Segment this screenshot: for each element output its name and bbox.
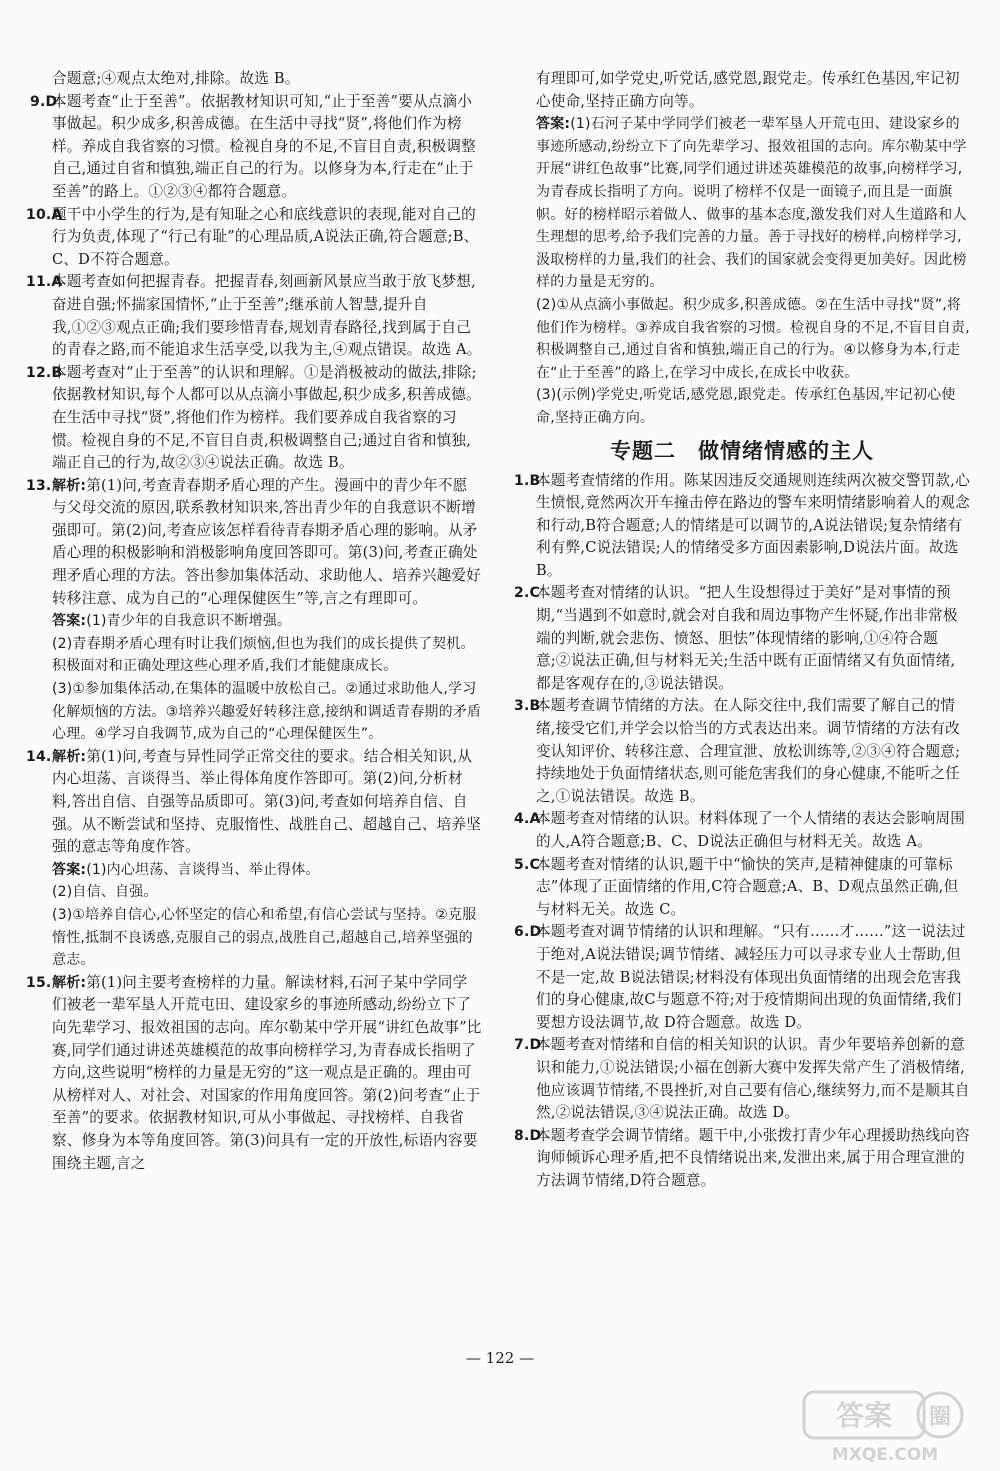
analysis-text: 第(1)问,考查青春期矛盾心理的产生。漫画中的青少年不愿与父母交流的原因,联系教材知识来,答出青少年的自我意识不断增强即可。第(2)问,考查应该怎样看待青春期矛盾心理的影响。从矛盾心理的积极影响和消极影响角度回答即可。第(3)问,考查正确处理矛盾心理的方法。答出参加集体活动、求助他人、培养兴趣爱好转移注意、成为自己的“心理保健医生”等,言之有理即可。 (52, 476, 482, 607)
answer-15-1: 答案:(1)石河子某中学同学们被老一辈军垦人开荒屯田、建设家乡的事迹所感动,纷纷立下了向先辈学习、报效祖国的志向。库尔勒某中学开展“讲红色故事”比赛,同学们通过讲述英雄模范的故事,向榜样学习,为青春成长指明了方向。说明了榜样不仅是一面镜子,而且是一面旗帜。好的榜样昭示着做人、做事的基本态度,激发我们对人生道路和人生理想的思考,给予我们完善的力量。善于寻找好的榜样,向榜样学习,汲取榜样的力量,我们的社会、我们的国家就会变得更加美好。因此榜样的力量是无穷的。 (536, 116, 967, 291)
question-text: 本题考查对情绪的认识,题干中“愉快的笑声,是精神健康的可靠标志”体现了正面情绪的作用,C符合题意;A、B、D观点虽然正确,但与材料无关。故选 C。 (536, 855, 959, 918)
analysis-text: 第(1)问主要考查榜样的力量。解读材料,石河子某中学同学们被老一辈军垦人开荒屯田、建设家乡的事迹所感动,纷纷立下了向先辈学习、报效祖国的志向。库尔勒某中学开展“讲红色故事”比赛,同学们通过讲述英雄模范的故事向榜样学习,为青春成长指明了方向,这些说明“榜样的力量是无穷的”这一观点是正确的。理由可从榜样对人、对社会、对国家的作用角度回答。第(2)问考查“止于至善”的要求。依据教材知识,可从小事做起、寻找榜样、自我省察、修身为本等角度回答。第(3)问具有一定的开放性,标语内容要围绕主题,言之 (52, 973, 482, 1172)
question-text: 本题考查对调节情绪的认识和理解。“只有……才……”这一说法过于绝对,A说法错误;调节情绪、减轻压力可以寻求专业人士帮助,但不是一定,故 B说法错误;材料没有体现出负面情绪的出现会危害我们的身心健康,故C与题意不符;对于疫情期间出现的负面情绪,我们要想方设法调节,故 D符合题意。故选 D。 (536, 923, 966, 1031)
analysis-label: 解析: (52, 748, 87, 765)
answer-item (514, 695, 970, 808)
watermark-logo-icon (800, 1388, 970, 1466)
question-10 (26, 204, 482, 272)
answer-14-1: 答案:(1)内心坦荡、言谈得当、举止得体。 (52, 861, 320, 878)
answer-item (514, 854, 970, 922)
answer-item (514, 1125, 970, 1193)
watermark-text: MXQE.COM (831, 1445, 939, 1465)
question-number: 3.B (514, 698, 541, 715)
analysis-text: 第(1)问,考查与异性同学正常交往的要求。结合相关知识,从内心坦荡、言谈得当、举止得体角度作答即可。第(2)问,分析材料,答出自信、自强等品质即可。第(3)问,考查如何培养自信、自强。从不断尝试和坚持、克服惰性、战胜自己、超越自己、培养坚强的意志等角度作答。 (52, 747, 482, 856)
question-number: 5.C (514, 856, 540, 873)
answer-item (514, 470, 970, 583)
question-14 (26, 746, 482, 859)
question-number: 9.D (30, 93, 58, 110)
question-number: 1.B (514, 472, 541, 489)
svg-text:圈: 圈 (928, 1405, 952, 1430)
question-number: 12.B (26, 364, 63, 381)
answer-item (514, 582, 970, 695)
question-number: 7.D (514, 1037, 542, 1054)
answer-14-3: (3)①培养自信心,心怀坚定的信心和希望,有信心尝试与坚持。②克服惰性,抵制不良诱惑,克服自己的弱点,战胜自己,超越自己,培养坚强的意志。 (52, 906, 477, 969)
analysis-label: 解析: (52, 974, 87, 991)
question-12 (26, 362, 482, 475)
question-number: 10.A (26, 206, 63, 223)
question-number: 6.D (514, 924, 542, 941)
question-number: 8.D (514, 1127, 542, 1144)
left-lead: 合题意;④观点太绝对,排除。故选 B。 (52, 70, 300, 87)
question-number: 11.A (26, 274, 63, 291)
answer-label: 答案: (536, 116, 571, 133)
section-title: 专题二 做情绪情感的主人 (610, 438, 874, 463)
question-text: 本题考查情绪的作用。陈某因违反交通规则连续两次被交警罚款,心生愤恨,竟然两次开车撞击停在路边的警车来明情绪影响着人的观念和行动,B符合题意;人的情绪是可以调节的,A说法错误;复杂情绪有利有弊,C说法错误;人的情绪受多方面因素影响,D说法片面。故选 B。 (536, 471, 970, 579)
right-column (514, 68, 970, 1193)
answer-13-3: (3)①参加集体活动,在集体的温暖中放松自己。②通过求助他人,学习化解烦恼的方法。③培养兴趣爱好转移注意,接纳和调适青春期的矛盾心理。④学习自我调节,成为自己的“心理保健医生”。 (52, 681, 482, 743)
answer-15-2: (2)①从点滴小事做起。积少成多,积善成德。②在生活中寻找“贤”,将他们作为榜样。③养成自我省察的习惯。检视自身的不足,不盲目自责,积极调整自己,通过自省和慎独,端正自己的行为。④以修身为本,行走在“止于至善”的路上,在学习中成长,在成长中收获。 (536, 296, 970, 381)
question-number: 2.C (514, 585, 540, 602)
question-11 (26, 271, 482, 361)
question-text: 题干中小学生的行为,是有知耻之心和底线意识的表现,能对自己的行为负责,体现了“行己有耻”的心理品质,A说法正确,符合题意;B、C、D不符合题意。 (52, 205, 479, 268)
answer-14-2: (2)自信、自强。 (52, 884, 158, 901)
answer-item (514, 1034, 970, 1124)
question-text: 本题考查对情绪和自信的相关知识的认识。青少年要培养创新的意识和能力,①说法错误;小福在创新大赛中发挥失常产生了消极情绪,他应该调节情绪,不畏挫折,对自己要有信心,继续努力,而不是顺其自然,②说法错误,③④说法正确。故选 D。 (536, 1036, 970, 1122)
question-text: 本题考查“止于至善”。依据教材知识可知,“止于至善”要从点滴小事做起。积少成多,积善成德。在生活中寻找“贤”,将他们作为榜样。养成自我省察的习惯。检视自身的不足,不盲目自责,积极调整自己,通过自省和慎独,端正自己的行为。以修身为本,行走在“止于至善”的路上。①②③④都符合题意。 (52, 92, 476, 200)
question-text: 本题考查对情绪的认识。“把人生设想得过于美好”是对事情的预期,“当遇到不如意时,就会对自我和周边事物产生怀疑,作出非常极端的判断,就会悲伤、愤怒、胆怯”体现情绪的影响,①④符合题意;②说法正确,但与材料无关;生活中既有正面情绪又有负面情绪,都是客观存在的,③说法错误。 (536, 584, 958, 692)
question-number: 15. (26, 974, 52, 991)
answer-item (514, 808, 970, 853)
analysis-label: 解析: (52, 477, 87, 494)
answer-13-1: 答案:(1)青少年的自我意识不断增强。 (52, 613, 292, 630)
svg-text:答案: 答案 (835, 1399, 893, 1432)
answer-item (514, 921, 970, 1034)
question-text: 本题考查对情绪的认识。材料体现了一个人情绪的表达会影响周围的人,A符合题意;B、C、D说法正确但与材料无关。故选 A。 (536, 810, 966, 850)
question-text: 本题考查如何把握青春。把握青春,刻画新风景应当敢于放飞梦想,奋进自强;怀揣家国情怀,“止于至善”;继承前人智慧,提升自我,①②③观点正确;我们要珍惜青春,规划青春路径,找到属于自己的青春之路,而不能追求生活享受,以我为主,④观点错误。故选 A。 (52, 273, 482, 359)
answer-15-3: (3)(示例)学党史,听党话,感党恩,跟党走。传承红色基因,牢记初心使命,坚持正确方向。 (536, 387, 956, 426)
question-13 (26, 475, 482, 611)
question-text: 本题考查调节情绪的方法。在人际交往中,我们需要了解自己的情绪,接受它们,并学会以恰当的方式表达出来。调节情绪的方法有改变认知评价、转移注意、合理宣泄、放松训练等,②③④符合题意;持续地处于负面情绪状态,则可能危害我们的身心健康,不能听之任之,①说法错误。故选 B。 (536, 697, 961, 805)
question-text: 本题考查对“止于至善”的认识和理解。①是消极被动的做法,排除;依据教材知识,每个人都可以从点滴小事做起,积少成多,积善成德。在生活中寻找“贤”,将他们作为榜样。我们要养成自我省察的习惯。检视自身的不足,不盲目自责,积极调整自己;通过自省和慎独,端正自己的行为,故②③④说法正确。故选 B。 (52, 363, 481, 472)
answer-label: 答案: (52, 861, 87, 878)
question-number: 13. (26, 477, 52, 494)
question-list (514, 470, 970, 1193)
answer-13-2: (2)青春期矛盾心理有时让我们烦恼,但也为我们的成长提供了契机。积极面对和正确处理这些心理矛盾,我们才能健康成长。 (52, 635, 475, 675)
page-number: — 122 — (465, 1349, 535, 1367)
answer-label: 答案: (52, 613, 87, 630)
left-column (26, 68, 482, 1175)
question-15 (26, 972, 482, 1175)
question-number: 4.A (514, 811, 541, 828)
right-lead: 有理即可,如学党史,听党话,感党恩,跟党走。传承红色基因,牢记初心使命,坚持正确方向等。 (536, 70, 960, 110)
question-text: 本题考查学会调节情绪。题干中,小张拨打青少年心理援助热线向咨询师倾诉心理矛盾,把不良情绪说出来,发泄出来,属于用合理宣泄的方法调节情绪,D符合题意。 (536, 1126, 970, 1189)
question-9 (30, 91, 482, 204)
question-number: 14. (26, 748, 52, 765)
